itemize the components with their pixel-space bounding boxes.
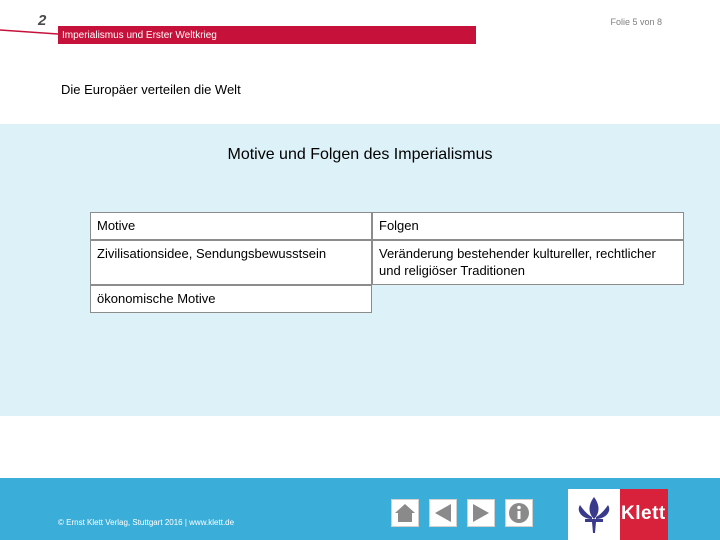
- previous-button[interactable]: [429, 499, 457, 527]
- previous-icon: [430, 500, 456, 526]
- table-row: [90, 240, 684, 285]
- copyright-text: © Ernst Klett Verlag, Stuttgart 2016 | www.klett.de: [58, 518, 235, 527]
- page-subtitle: Die Europäer verteilen die Welt: [61, 82, 241, 97]
- home-icon: [392, 500, 418, 526]
- content-title: Motive und Folgen des Imperialismus: [227, 146, 493, 163]
- table-cell: ökonomische Motive: [90, 285, 372, 313]
- logo-text: Klett: [621, 503, 666, 524]
- table-cell: Zivilisationsidee, Sendungsbewusstsein: [90, 240, 372, 285]
- klett-logo: [568, 489, 668, 540]
- chapter-title: Imperialismus und Erster Weltkrieg: [62, 30, 217, 41]
- chapter-title-bar: [58, 26, 476, 44]
- motives-table: [90, 212, 684, 313]
- next-button[interactable]: [467, 499, 495, 527]
- table-cell-empty: [372, 285, 684, 313]
- chapter-number: 2: [38, 12, 47, 29]
- slide-counter: Folie 5 von 8: [610, 17, 662, 27]
- info-button[interactable]: [505, 499, 533, 527]
- header-decoration: [0, 28, 60, 36]
- next-icon: [468, 500, 494, 526]
- home-button[interactable]: [391, 499, 419, 527]
- table-header-cell: Folgen: [372, 212, 684, 240]
- fleur-de-lis-icon: [568, 489, 620, 540]
- table-cell: Veränderung bestehender kultureller, rechtlicher und religiöser Traditionen: [372, 240, 684, 285]
- table-header-row: [90, 212, 684, 240]
- table-row: [90, 285, 684, 313]
- table-header-cell: Motive: [90, 212, 372, 240]
- info-icon: [506, 500, 532, 526]
